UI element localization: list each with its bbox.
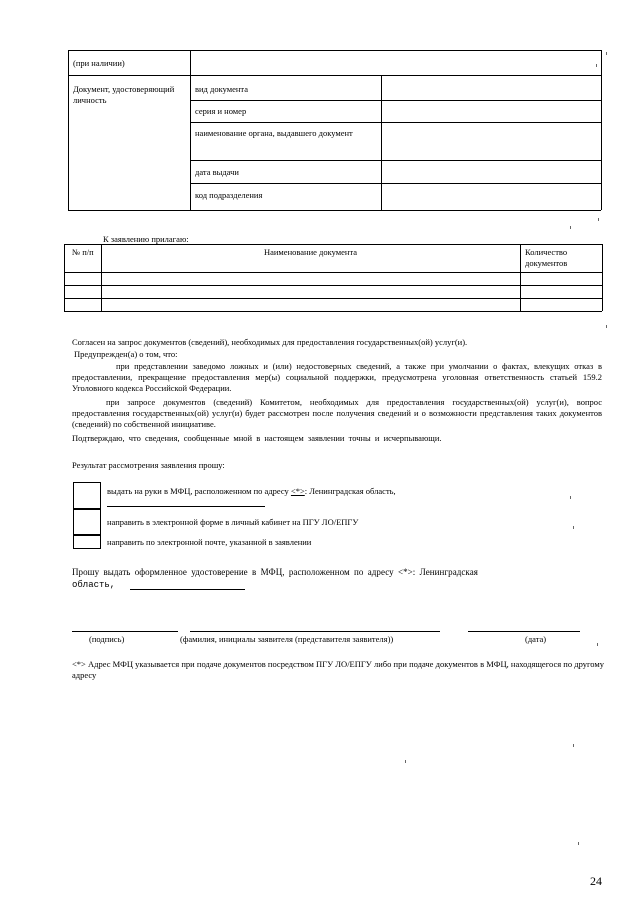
signature-caption: (подпись) — [89, 634, 125, 644]
field-division-code: код подразделения — [195, 190, 263, 200]
option-personal-cabinet: направить в электронной форме в личный кабинет на ПГУ ЛО/ЕПГУ — [107, 517, 359, 527]
name-line[interactable] — [190, 631, 440, 632]
attachments-intro: К заявлению прилагаю: — [103, 234, 189, 244]
col-number-header: № п/п — [72, 247, 94, 257]
option-mfc-pickup — [107, 486, 396, 497]
certificate-request — [72, 566, 604, 578]
signature-line[interactable] — [72, 631, 178, 632]
certificate-request-text: Прошу выдать оформленное удостоверение в МФЦ, расположенном по адресу <*>: Ленинградская — [72, 567, 478, 577]
attachment-row-2[interactable] — [102, 286, 520, 297]
scan-speck — [573, 744, 574, 747]
certificate-address-line[interactable] — [130, 589, 245, 590]
scan-speck — [578, 842, 579, 845]
result-heading: Результат рассмотрения заявления прошу: — [72, 460, 225, 470]
checkbox-personal-cabinet[interactable] — [73, 509, 101, 535]
warning-criminal-liability: при представлении заведомо ложных и (или) недостоверных сведений, а также при умолчании о фактах, влекущих отказ в предоставлении, прекращение предоставления мер(ы) социальной поддержки, предусмотрена уголовная ответственность статьей 159.2 Уголовного кодекса Российской Федерации. — [72, 361, 602, 393]
option-mfc-region: : Ленинградская область, — [304, 486, 396, 496]
scan-speck — [606, 325, 607, 328]
consent-request: Согласен на запрос документов (сведений), необходимых для предоставления государственных(ой) услуг(и). — [72, 337, 468, 347]
footnote-text: <*> Адрес МФЦ указывается при подаче документов посредством ПГУ ЛО/ЕПГУ либо при подаче документов в МФЦ, находящегося по другому адресу — [72, 659, 604, 680]
scan-speck — [596, 64, 597, 67]
field-series-number: серия и номер — [195, 106, 247, 116]
date-caption: (дата) — [525, 634, 547, 644]
field-doc-type: вид документа — [195, 84, 249, 94]
mfc-address-line[interactable] — [107, 506, 265, 507]
series-number-value[interactable] — [386, 102, 596, 120]
attachment-row-3[interactable] — [102, 299, 520, 310]
option-email: направить по электронной почте, указанной в заявлении — [107, 537, 312, 547]
issue-date-value[interactable] — [386, 162, 596, 181]
name-caption: (фамилия, инициалы заявителя (представителя заявителя)) — [180, 634, 394, 644]
checkbox-mfc-pickup[interactable] — [73, 482, 101, 509]
warning-heading: Предупрежден(а) о том, что: — [74, 349, 178, 359]
field-issuer: наименование органа, выдавшего документ — [195, 128, 353, 138]
scan-speck — [598, 218, 599, 221]
col-doc-name-header: Наименование документа — [263, 247, 358, 257]
warning-committee-request: при запросе документов (сведений) Комитетом, необходимых для предоставления государственных(ой) услуг(и), вопрос предоставления государственных(ой) услуг(и) будет рассмотрен после получения сведений и о возможности представления таких документов (сведений) по собственной инициативе. — [72, 397, 602, 429]
checkbox-email[interactable] — [73, 535, 101, 549]
scan-speck — [570, 496, 571, 499]
division-code-value[interactable] — [386, 185, 596, 208]
scan-speck — [570, 226, 571, 229]
scan-speck — [405, 760, 406, 763]
attachment-row-1[interactable] — [102, 273, 520, 284]
footnote-link[interactable]: <*> — [290, 486, 305, 496]
field-issue-date: дата выдачи — [195, 167, 239, 177]
option-mfc-pickup-text: выдать на руки в МФЦ, расположенном по адресу — [107, 486, 291, 496]
confirmation-statement: Подтверждаю, что сведения, сообщенные мной в настоящем заявлении точны и исчерпывающи. — [72, 433, 442, 443]
date-line[interactable] — [468, 631, 580, 632]
scan-speck — [597, 643, 598, 646]
doc-type-value[interactable] — [386, 77, 596, 97]
certificate-region: область, — [72, 580, 116, 590]
scan-speck — [573, 526, 574, 529]
issuer-value[interactable] — [386, 124, 596, 158]
presence-note: (при наличии) — [73, 58, 125, 68]
col-quantity-header: Количество документов — [525, 247, 568, 268]
page-number: 24 — [590, 874, 602, 888]
scan-speck — [606, 52, 607, 55]
id-document-label: Документ, удостоверяющий личность — [73, 84, 175, 105]
